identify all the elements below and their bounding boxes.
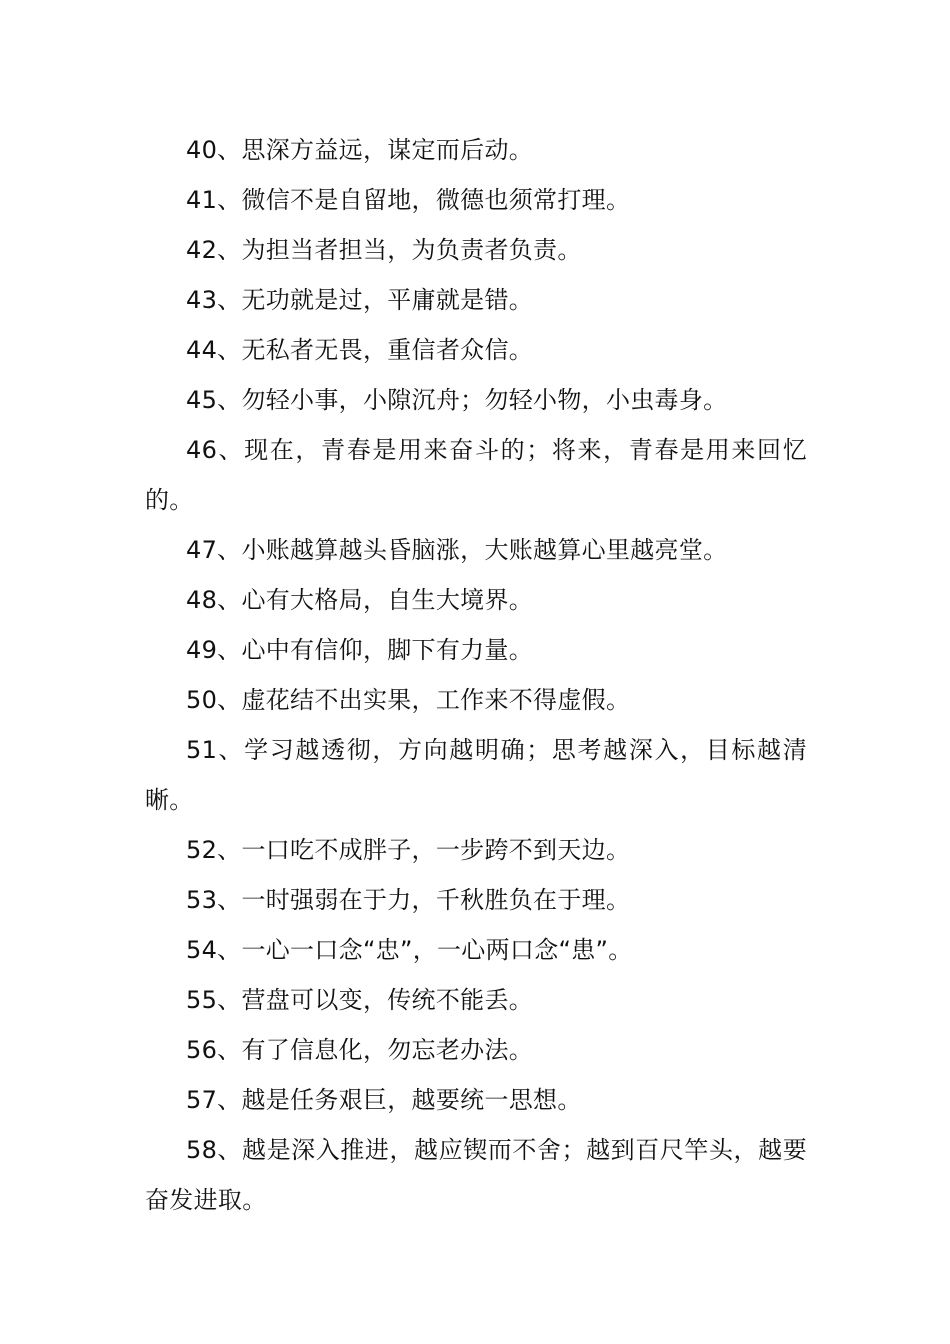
list-item: 43、无功就是过，平庸就是错。 [186, 286, 534, 314]
list-item: 49、心中有信仰，脚下有力量。 [186, 636, 534, 664]
list-item: 57、越是任务艰巨，越要统一思想。 [186, 1086, 582, 1114]
list-item: 51、学习越透彻，方向越明确；思考越深入，目标越清晰。 [145, 736, 807, 814]
document-body [145, 125, 807, 1225]
list-item: 41、微信不是自留地，微德也须常打理。 [186, 186, 631, 214]
list-item: 50、虚花结不出实果，工作来不得虚假。 [186, 686, 631, 714]
list-item: 48、心有大格局，自生大境界。 [186, 586, 534, 614]
list-item: 42、为担当者担当，为负责者负责。 [186, 236, 582, 264]
list-item: 47、小账越算越头昏脑涨，大账越算心里越亮堂。 [186, 536, 728, 564]
list-item: 53、一时强弱在于力，千秋胜负在于理。 [186, 886, 631, 914]
list-item: 55、营盘可以变，传统不能丢。 [186, 986, 534, 1014]
list-item: 58、越是深入推进，越应锲而不舍；越到百尺竿头，越要奋发进取。 [145, 1136, 807, 1214]
list-item: 40、思深方益远，谋定而后动。 [186, 136, 534, 164]
list-item: 45、勿轻小事，小隙沉舟；勿轻小物，小虫毒身。 [186, 386, 728, 414]
list-item: 46、现在，青春是用来奋斗的；将来，青春是用来回忆的。 [145, 436, 807, 514]
list-item: 44、无私者无畏，重信者众信。 [186, 336, 534, 364]
list-item: 56、有了信息化，勿忘老办法。 [186, 1036, 534, 1064]
list-item: 54、一心一口念“忠”，一心两口念“患”。 [186, 936, 633, 964]
list-item: 52、一口吃不成胖子，一步跨不到天边。 [186, 836, 631, 864]
